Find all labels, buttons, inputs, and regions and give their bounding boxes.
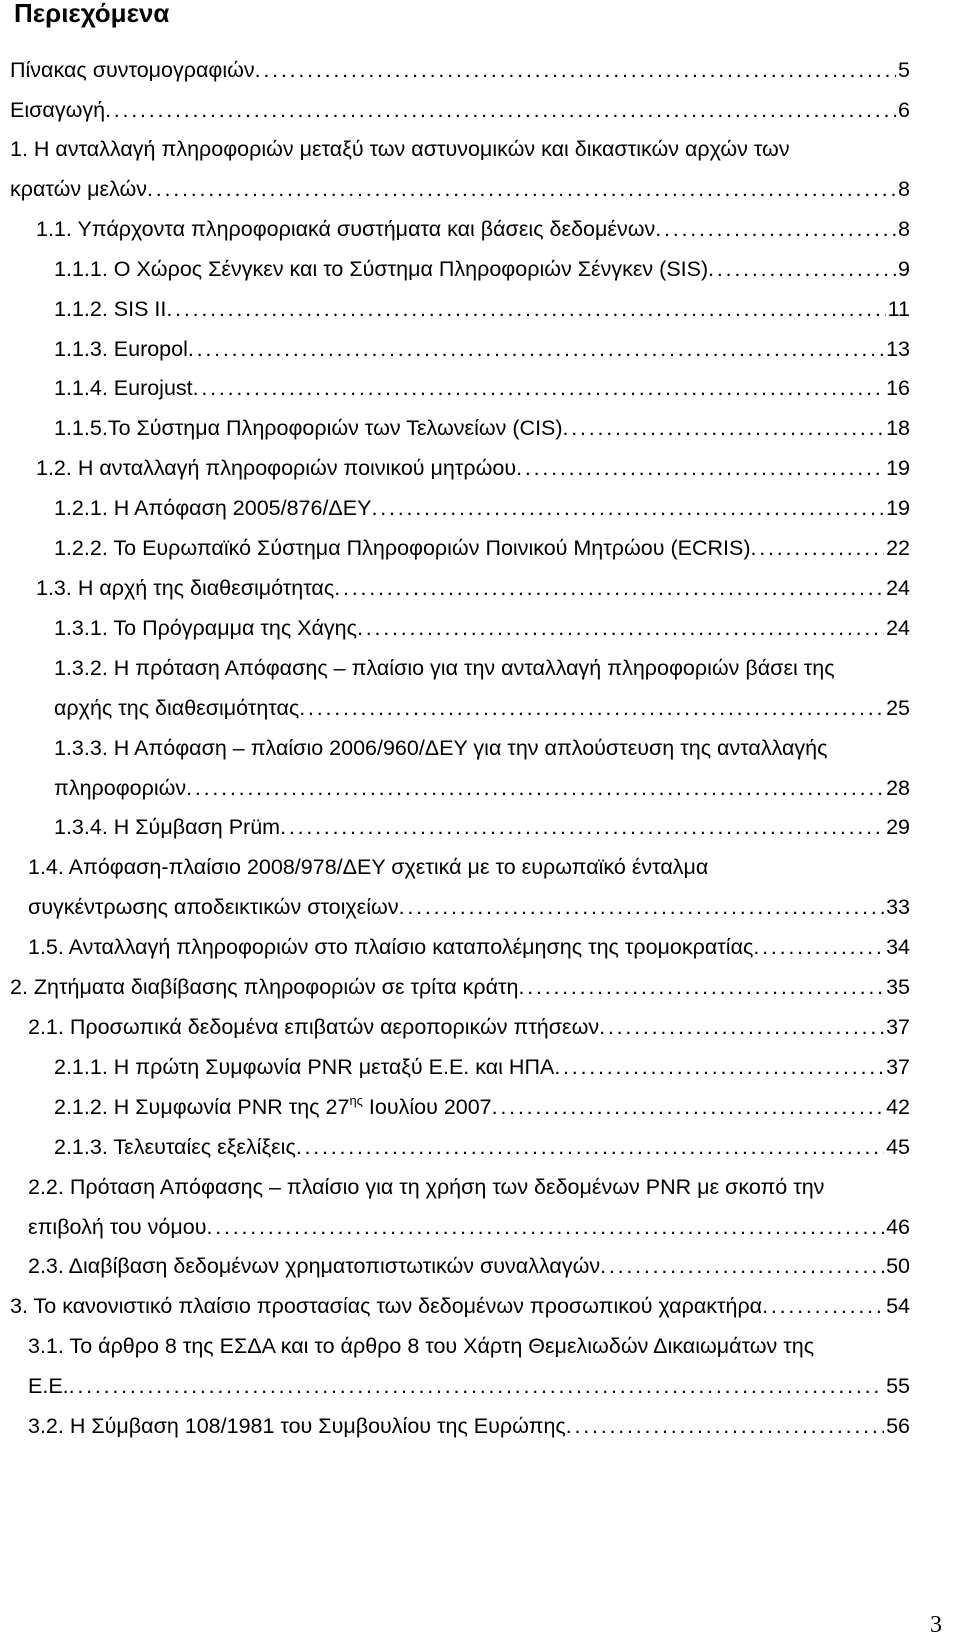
toc-entry-2[interactable] — [10, 971, 910, 1003]
toc-entry-text: συγκέντρωσης αποδεικτικών στοιχείων — [28, 895, 399, 919]
toc-page-number: 19 — [886, 456, 910, 480]
toc-entry-introduction[interactable] — [10, 94, 910, 126]
toc-page-number: 29 — [886, 815, 910, 839]
toc-entry-text: 2.1.3. Τελευταίες εξελίξεις — [54, 1135, 296, 1159]
toc-entry-text: πληροφοριών — [54, 776, 187, 800]
page-title: Περιεχόμενα — [14, 0, 170, 28]
toc-entry-text: 1. Η ανταλλαγή πληροφοριών μεταξύ των αστυνομικών και δικαστικών αρχών των — [10, 137, 790, 161]
toc-entry-2-1-2[interactable] — [54, 1091, 910, 1123]
toc-entry-2-2[interactable] — [28, 1211, 910, 1243]
toc-page-number: 6 — [898, 98, 910, 122]
toc-entry-text: Εισαγωγή — [10, 98, 106, 122]
toc-entry-text: 1.2.2. Το Ευρωπαϊκό Σύστημα Πληροφοριών Ποινικού Μητρώου (ECRIS) — [54, 536, 751, 560]
toc-page-number: 9 — [898, 257, 910, 281]
toc-page-number: 42 — [886, 1095, 910, 1119]
toc-entry-text: Ε.Ε. — [28, 1374, 69, 1398]
toc-entry-1-3-2[interactable] — [54, 692, 910, 724]
toc-page-number: 13 — [886, 337, 910, 361]
toc-page-number: 8 — [898, 177, 910, 201]
toc-entry-text: 1.1. Υπάρχοντα πληροφοριακά συστήματα και βάσεις δεδομένων — [36, 217, 656, 241]
toc-page-number: 19 — [886, 496, 910, 520]
superscript-ordinal: ης — [349, 1093, 363, 1108]
toc-entry-2-1[interactable] — [28, 1011, 910, 1043]
toc-entry-text: 1.2. Η ανταλλαγή πληροφοριών ποινικού μητρώου — [36, 456, 517, 480]
toc-entry-1-3[interactable] — [36, 572, 910, 604]
toc-entry-3[interactable] — [10, 1290, 910, 1322]
toc-entry-text: 2.2. Πρόταση Απόφασης – πλαίσιο για τη χρήση των δεδομένων PNR με σκοπό την — [28, 1175, 825, 1199]
toc-entry-2-1-1[interactable] — [54, 1051, 910, 1083]
toc-entry-1-1-4[interactable] — [54, 372, 910, 404]
toc-page-number: 50 — [886, 1254, 910, 1278]
toc-entry-text: 1.1.5.Το Σύστημα Πληροφοριών των Τελωνείων (CIS) — [54, 416, 563, 440]
toc-entry-text: 1.3.1. Το Πρόγραμμα της Χάγης — [54, 616, 358, 640]
toc-page-number: 24 — [886, 576, 910, 600]
toc-entry-1-3-4[interactable] — [54, 811, 910, 843]
toc-entry-1-3-1[interactable] — [54, 612, 910, 644]
toc-page-number: 37 — [886, 1015, 910, 1039]
toc-entry-text: 1.5. Ανταλλαγή πληροφοριών στο πλαίσιο καταπολέμησης της τρομοκρατίας — [28, 935, 754, 959]
toc-entry-text: 1.4. Απόφαση-πλαίσιο 2008/978/ΔΕΥ σχετικά με το ευρωπαϊκό ένταλμα — [28, 855, 709, 879]
toc-entry-1-3-3[interactable] — [54, 772, 910, 804]
toc-page-number: 45 — [886, 1135, 910, 1159]
toc-page-number: 22 — [886, 536, 910, 560]
toc-entry-text: 1.2.1. Η Απόφαση 2005/876/ΔΕΥ — [54, 496, 372, 520]
toc-entry-text: 1.3.2. Η πρόταση Απόφασης – πλαίσιο για την ανταλλαγή πληροφοριών βάσει της — [54, 656, 835, 680]
toc-entry-text: κρατών μελών — [10, 177, 148, 201]
toc-entry-text: 1.3.4. Η Σύμβαση Prüm — [54, 815, 281, 839]
toc-entry-1-1-1[interactable] — [54, 253, 910, 285]
toc-entry-1-2-1[interactable] — [54, 492, 910, 524]
toc-entry-1-1-5[interactable] — [54, 412, 910, 444]
toc-page-number: 34 — [886, 935, 910, 959]
toc-page-number: 16 — [886, 376, 910, 400]
toc-entry-text: 1.3. Η αρχή της διαθεσιμότητας — [36, 576, 335, 600]
toc-page-number: 33 — [886, 895, 910, 919]
toc-entry-abbreviations[interactable] — [10, 54, 910, 86]
toc-page-number: 56 — [886, 1414, 910, 1438]
toc-page-number: 37 — [886, 1055, 910, 1079]
toc-entry-text: 3. Το κανονιστικό πλαίσιο προστασίας των δεδομένων προσωπικού χαρακτήρα — [10, 1294, 763, 1318]
toc-entry-1-1-2[interactable] — [54, 293, 910, 325]
toc-entry-1-4[interactable] — [28, 891, 910, 923]
toc-entry-2-3[interactable] — [28, 1250, 910, 1282]
toc-entry-text: Πίνακας συντομογραφιών — [10, 58, 255, 82]
toc-entry-text: 2.1. Προσωπικά δεδομένα επιβατών αεροπορικών πτήσεων — [28, 1015, 600, 1039]
toc-entry-text: 1.1.2. SIS II — [54, 297, 167, 321]
toc-entry-text: 3.1. Το άρθρο 8 της ΕΣΔΑ και το άρθρο 8 του Χάρτη Θεμελιωδών Δικαιωμάτων της — [28, 1334, 815, 1358]
toc-page-number: 28 — [886, 776, 910, 800]
toc-entry-text: 1.1.1. Ο Χώρος Σένγκεν και το Σύστημα Πληροφοριών Σένγκεν (SIS) — [54, 257, 709, 281]
toc-entry-text: 1.1.4. Eurojust — [54, 376, 193, 400]
toc-entry-1-2-2[interactable] — [54, 532, 910, 564]
toc-page-number: 8 — [898, 217, 910, 241]
toc-entry-text: 2. Ζητήματα διαβίβασης πληροφοριών σε τρίτα κράτη — [10, 975, 519, 999]
toc-page-number: 18 — [886, 416, 910, 440]
toc-page-number: 11 — [887, 297, 910, 321]
toc-entry-text: 2.1.1. Η πρώτη Συμφωνία PNR μεταξύ Ε.Ε. και ΗΠΑ — [54, 1055, 555, 1079]
toc-entry-text: 1.3.3. Η Απόφαση – πλαίσιο 2006/960/ΔΕΥ για την απλούστευση της ανταλλαγής — [54, 736, 828, 760]
toc-entry-1-1[interactable] — [36, 213, 910, 245]
toc-page-number: 5 — [898, 58, 910, 82]
toc-entry-text: 2.1.2. Η Συμφωνία PNR της $27^{\eta\varsigma}$ Ιουλίου 2007 — [54, 1093, 492, 1119]
toc-entry-1-2[interactable] — [36, 452, 910, 484]
page-number: 3 — [930, 1612, 942, 1638]
toc-page-number: 35 — [886, 975, 910, 999]
toc-entry-text: επιβολή του νόμου — [28, 1215, 207, 1239]
toc-entry-1-1-3[interactable] — [54, 333, 910, 365]
toc-page-number: 25 — [886, 696, 910, 720]
toc-entry-1[interactable] — [10, 173, 910, 205]
toc-entry-text: 3.2. Η Σύμβαση 108/1981 του Συμβουλίου της Ευρώπης — [28, 1414, 566, 1438]
toc-page-number: 46 — [886, 1215, 910, 1239]
toc-entry-2-1-3[interactable] — [54, 1131, 910, 1163]
toc-entry-3-1[interactable] — [28, 1370, 910, 1402]
toc-entry-1-5[interactable] — [28, 931, 910, 963]
toc-entry-3-2[interactable] — [28, 1410, 910, 1442]
toc-entry-text: 1.1.3. Europol — [54, 337, 188, 361]
toc-page-number: 54 — [886, 1294, 910, 1318]
toc-page-number: 24 — [886, 616, 910, 640]
toc-entry-text: αρχής της διαθεσιμότητας — [54, 696, 300, 720]
toc-page-number: 55 — [886, 1374, 910, 1398]
toc-entry-text: 2.3. Διαβίβαση δεδομένων χρηματοπιστωτικών συναλλαγών — [28, 1254, 601, 1278]
